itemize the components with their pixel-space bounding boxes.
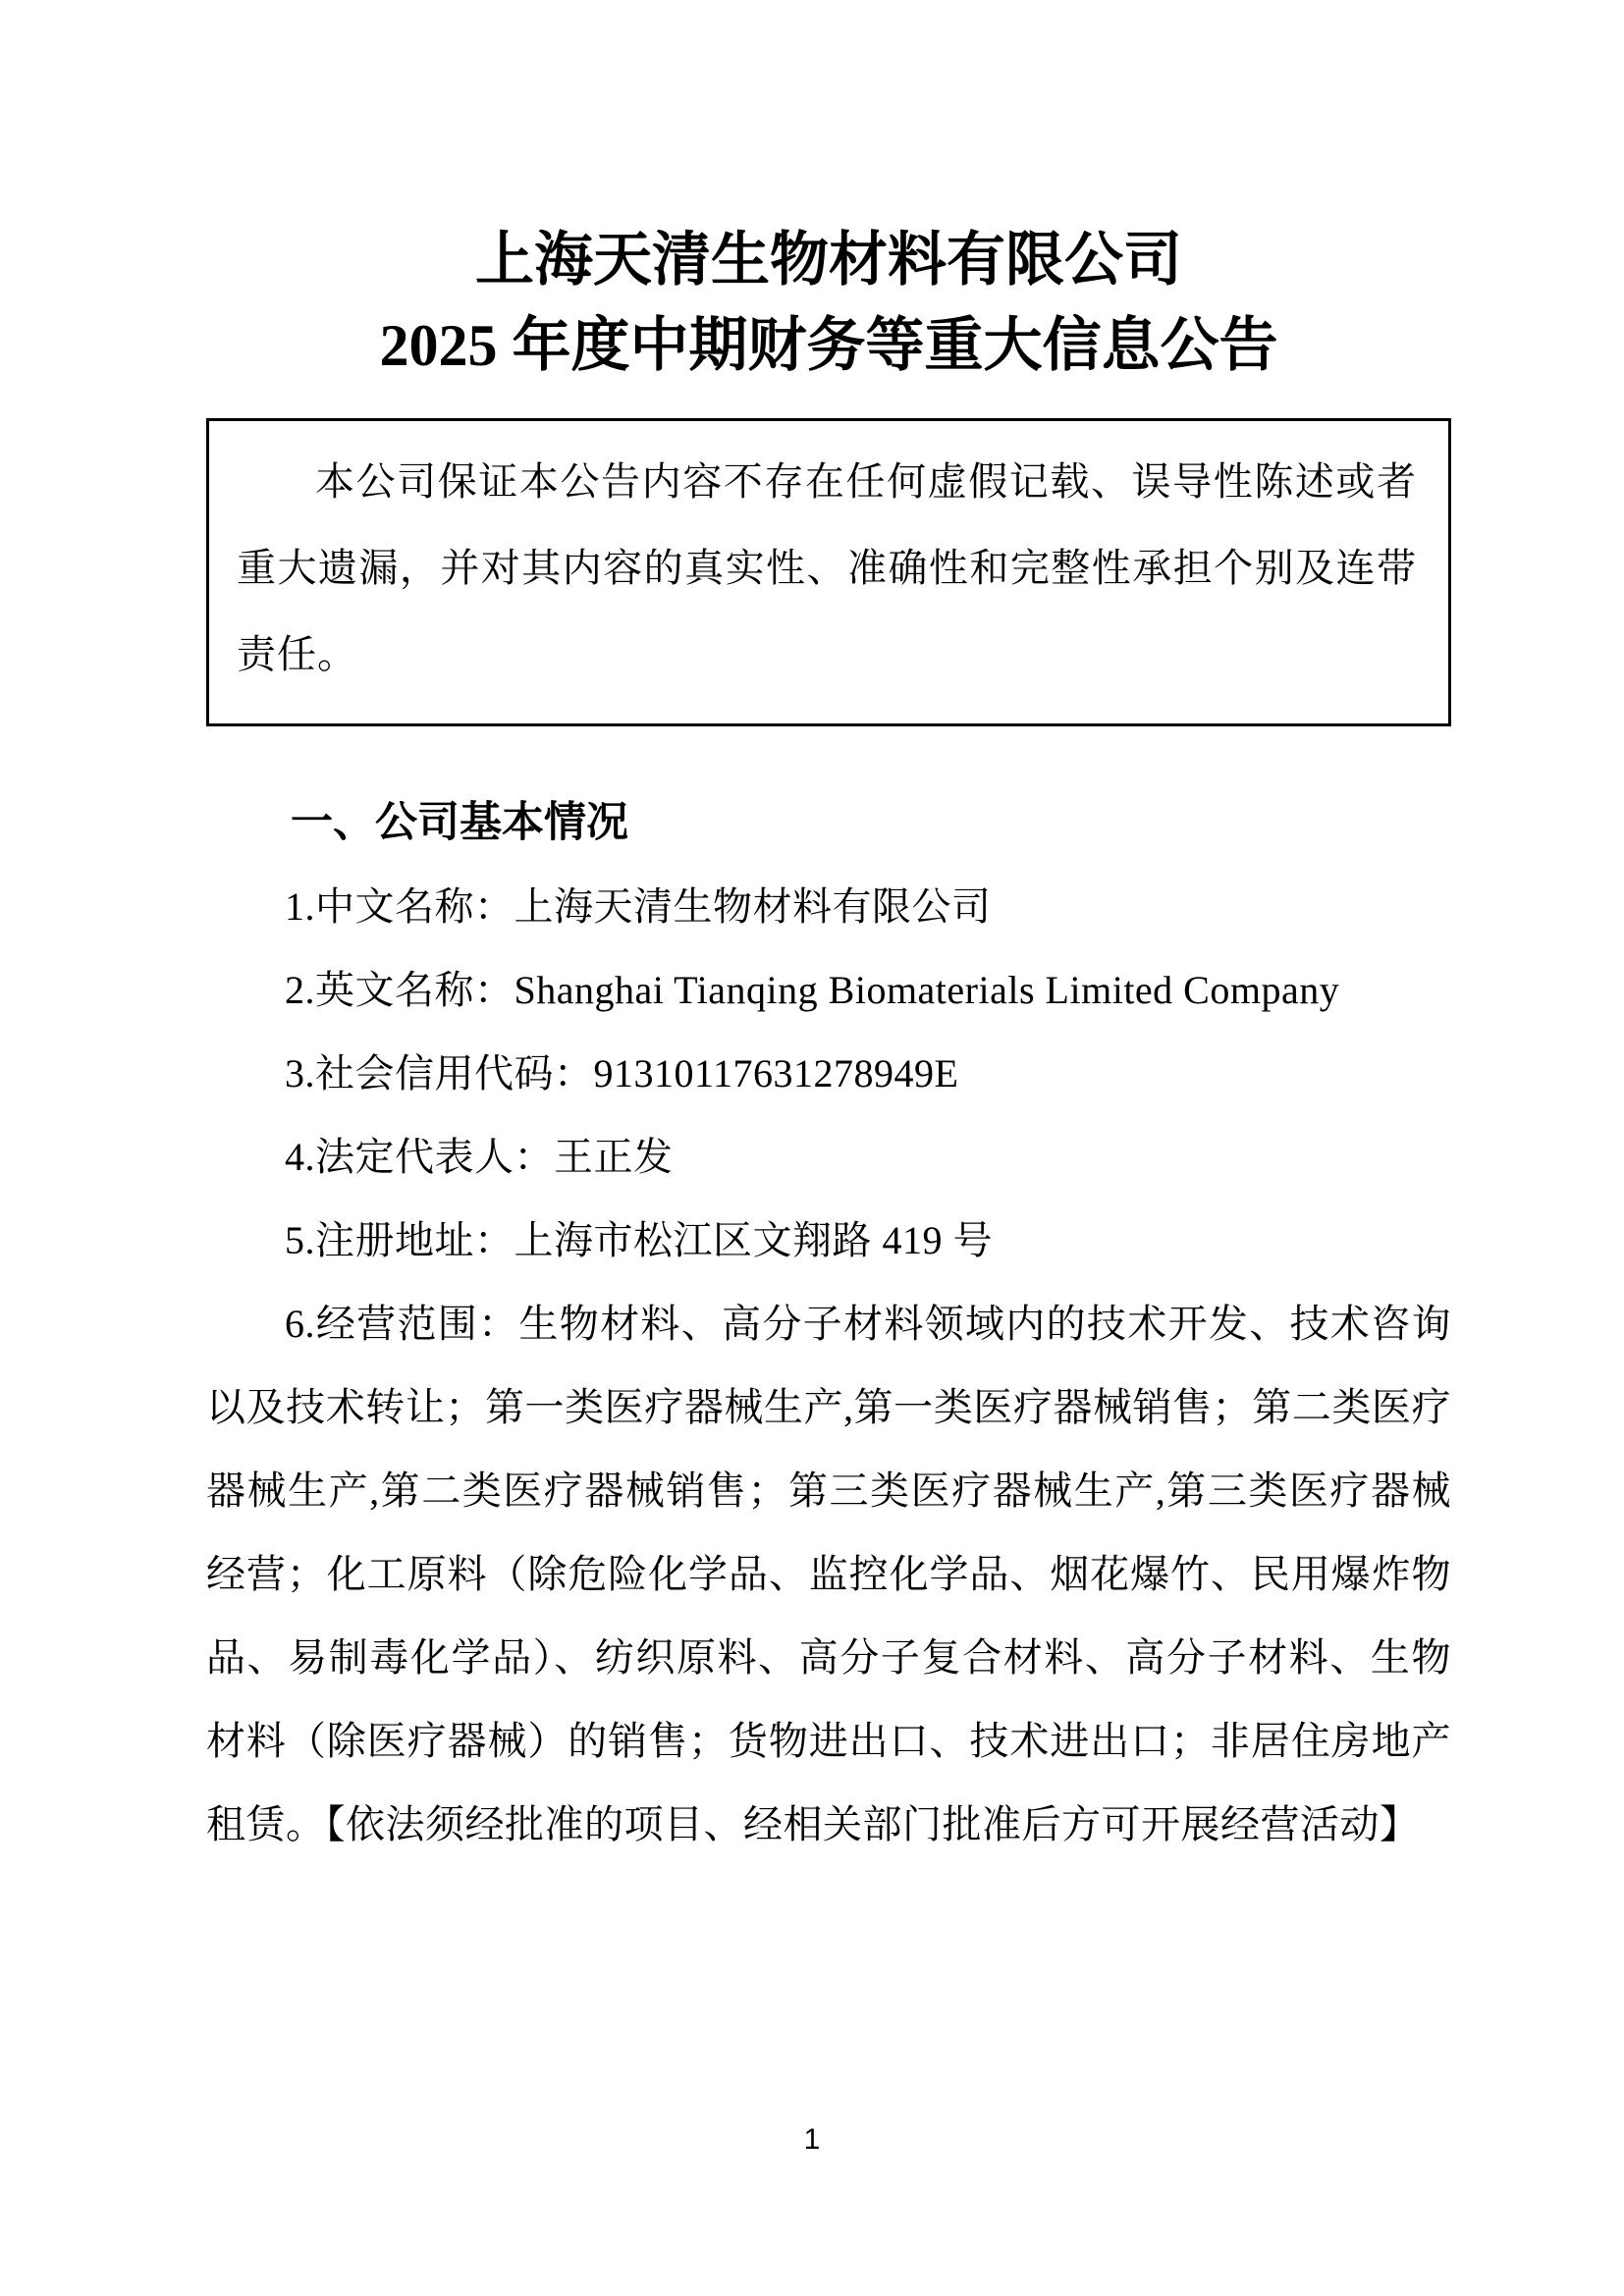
item-chinese-name: 1.中文名称：上海天清生物材料有限公司 xyxy=(285,884,992,929)
disclaimer-box xyxy=(206,418,1451,726)
document-content xyxy=(206,0,1451,1866)
document-title xyxy=(206,218,1451,389)
item-registered-address: 5.注册地址：上海市松江区文翔路 419 号 xyxy=(285,1218,993,1262)
title-line-2: 2025 年度中期财务等重大信息公告 xyxy=(379,313,1278,378)
section-heading-company-basics: 一、公司基本情况 xyxy=(291,799,628,846)
item-credit-code: 3.社会信用代码：91310117631278949E xyxy=(285,1051,959,1095)
item-business-scope: 6.经营范围：生物材料、高分子材料领域内的技术开发、技术咨询以及技术转让；第一类医疗器械生产,第一类医疗器械销售；第二类医疗器械生产,第二类医疗器械销售；第三类医疗器械生产,第三类医疗器械经营；化工原料（除危险化学品、监控化学品、烟花爆竹、民用爆炸物品、易制毒化学品）、纺织原料、高分子复合材料、高分子材料、生物材料（除医疗器械）的销售；货物进出口、技术进出口；非居住房地产租赁。【依法须经批准的项目、经相关部门批准后方可开展经营活动】 xyxy=(206,1302,1451,1846)
item-english-name: 2.英文名称：Shanghai Tianqing Biomaterials Limited Company xyxy=(285,968,1340,1012)
page-number: 1 xyxy=(803,2123,821,2156)
item-legal-representative: 4.法定代表人：王正发 xyxy=(285,1135,674,1179)
title-line-1: 上海天清生物材料有限公司 xyxy=(475,228,1182,293)
disclaimer-text: 本公司保证本公告内容不存在任何虚假记载、误导性陈述或者重大遗漏，并对其内容的真实性、准确性和完整性承担个别及连带责任。 xyxy=(237,459,1417,676)
